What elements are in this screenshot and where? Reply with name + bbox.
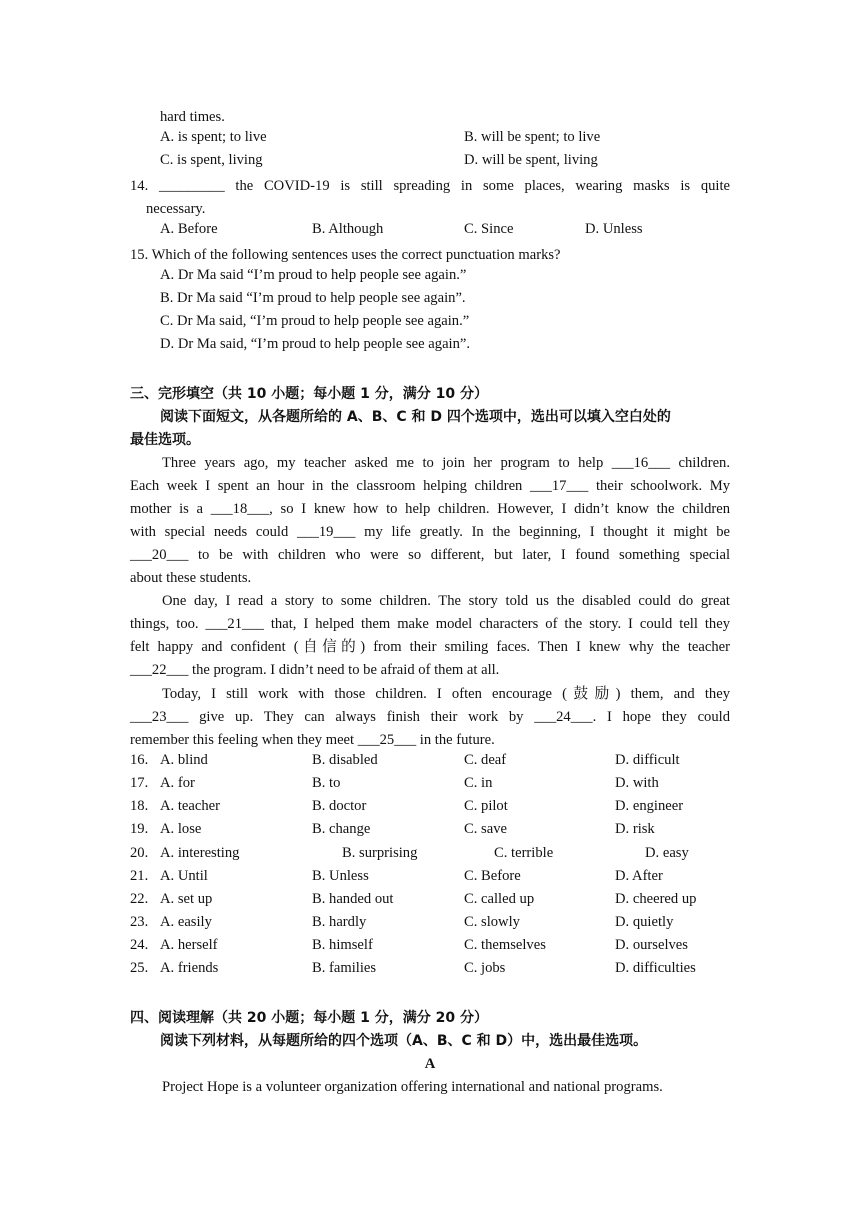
option-b: B. disabled — [312, 752, 378, 768]
passage-a-first-line: Project Hope is a volunteer organization offering international and national programs. — [162, 1079, 663, 1095]
option-a: A. lose — [160, 821, 202, 837]
passage-line: mother is a ___18___, so I knew how to help children. However, I didn’t know the children — [130, 501, 730, 517]
option-a: A. teacher — [160, 798, 220, 814]
question-number: 16. — [130, 752, 149, 768]
q14-option-d: D. Unless — [585, 221, 643, 237]
section4-heading: 四、阅读理解（共 20 小题；每小题 1 分，满分 20 分） — [130, 1010, 488, 1026]
option-c: C. pilot — [464, 798, 508, 814]
q14-stem-line2: necessary. — [146, 201, 206, 217]
passage-line: remember this feeling when they meet ___25___ in the future. — [130, 732, 495, 748]
option-b: B. surprising — [342, 845, 418, 861]
option-a: A. friends — [160, 960, 219, 976]
passage-line: Each week I spent an hour in the classroom helping children ___17___ their schoolwork. My — [130, 478, 730, 494]
passage-line: felt happy and confident (自信的) from their smiling faces. Then I knew why the teacher — [130, 639, 730, 655]
option-b: B. handed out — [312, 891, 394, 907]
question-number: 22. — [130, 891, 149, 907]
option-a: A. interesting — [160, 845, 240, 861]
option-d: D. ourselves — [615, 937, 688, 953]
q13-option-d: D. will be spent, living — [464, 152, 598, 168]
option-d: D. After — [615, 868, 663, 884]
option-d: D. quietly — [615, 914, 674, 930]
option-a: A. set up — [160, 891, 213, 907]
section4-instruction: 阅读下列材料，从每题所给的四个选项（A、B、C 和 D）中，选出最佳选项。 — [160, 1033, 648, 1049]
option-c: C. slowly — [464, 914, 520, 930]
option-b: B. to — [312, 775, 341, 791]
section3-instruction-line1: 阅读下面短文，从各题所给的 A、B、C 和 D 四个选项中，选出可以填入空白处的 — [160, 409, 671, 425]
option-d: D. risk — [615, 821, 655, 837]
passage-line: ___22___ the program. I didn’t need to be afraid of them at all. — [130, 662, 500, 678]
option-c: C. in — [464, 775, 493, 791]
option-d: D. with — [615, 775, 659, 791]
option-c: C. jobs — [464, 960, 506, 976]
option-c: C. Before — [464, 868, 521, 884]
question-number: 21. — [130, 868, 149, 884]
question-number: 19. — [130, 821, 149, 837]
option-d: D. difficult — [615, 752, 680, 768]
option-b: B. Unless — [312, 868, 369, 884]
question-number: 20. — [130, 845, 149, 861]
option-b: B. change — [312, 821, 371, 837]
option-c: C. save — [464, 821, 507, 837]
q13-option-c: C. is spent, living — [160, 152, 263, 168]
q15-option-a: A. Dr Ma said “I’m proud to help people see again.” — [160, 267, 467, 283]
option-a: A. for — [160, 775, 195, 791]
q14-option-b: B. Although — [312, 221, 384, 237]
option-b: B. hardly — [312, 914, 367, 930]
q14-stem-line1: 14. _________ the COVID-19 is still spreading in some places, wearing masks is quite — [130, 178, 730, 194]
section3-heading: 三、完形填空（共 10 小题；每小题 1 分，满分 10 分） — [130, 386, 488, 402]
option-d: D. cheered up — [615, 891, 697, 907]
option-b: B. families — [312, 960, 377, 976]
question-number: 23. — [130, 914, 149, 930]
passage-line: Today, I still work with those children. I often encourage (鼓励) them, and they — [162, 686, 730, 702]
option-c: C. deaf — [464, 752, 507, 768]
option-d: D. engineer — [615, 798, 684, 814]
passage-line: about these students. — [130, 570, 252, 586]
question-number: 17. — [130, 775, 149, 791]
option-c: C. terrible — [494, 845, 554, 861]
passage-line: ___23___ give up. They can always finish their work by ___24___. I hope they could — [130, 709, 730, 725]
q14-option-c: C. Since — [464, 221, 514, 237]
q15-option-b: B. Dr Ma said “I’m proud to help people see again”. — [160, 290, 466, 306]
question-number: 25. — [130, 960, 149, 976]
option-d: D. difficulties — [615, 960, 696, 976]
passage-label: A — [424, 1056, 436, 1072]
passage-line: One day, I read a story to some children. The story told us the disabled could do great — [162, 593, 730, 609]
option-d: D. easy — [645, 845, 689, 861]
passage-line: with special needs could ___19___ my life greatly. In the beginning, I thought it might be — [130, 524, 730, 540]
section3-instruction-line2: 最佳选项。 — [130, 432, 200, 448]
q15-stem: 15. Which of the following sentences uses the correct punctuation marks? — [130, 247, 561, 263]
question-number: 24. — [130, 937, 149, 953]
question-number: 18. — [130, 798, 149, 814]
passage-line: Three years ago, my teacher asked me to join her program to help ___16___ children. — [162, 455, 730, 471]
passage-line: ___20___ to be with children who were so different, but later, I found something special — [130, 547, 730, 563]
q13-option-a: A. is spent; to live — [160, 129, 267, 145]
option-a: A. blind — [160, 752, 208, 768]
q13-option-b: B. will be spent; to live — [464, 129, 601, 145]
q14-option-a: A. Before — [160, 221, 218, 237]
option-b: B. himself — [312, 937, 373, 953]
passage-line: things, too. ___21___ that, I helped them make model characters of the story. I could tell they — [130, 616, 730, 632]
option-a: A. herself — [160, 937, 218, 953]
option-a: A. Until — [160, 868, 208, 884]
option-c: C. called up — [464, 891, 535, 907]
q13-tail: hard times. — [160, 109, 225, 125]
option-c: C. themselves — [464, 937, 546, 953]
q15-option-c: C. Dr Ma said, “I’m proud to help people see again.” — [160, 313, 470, 329]
option-b: B. doctor — [312, 798, 367, 814]
q15-option-d: D. Dr Ma said, “I’m proud to help people see again”. — [160, 336, 471, 352]
option-a: A. easily — [160, 914, 212, 930]
